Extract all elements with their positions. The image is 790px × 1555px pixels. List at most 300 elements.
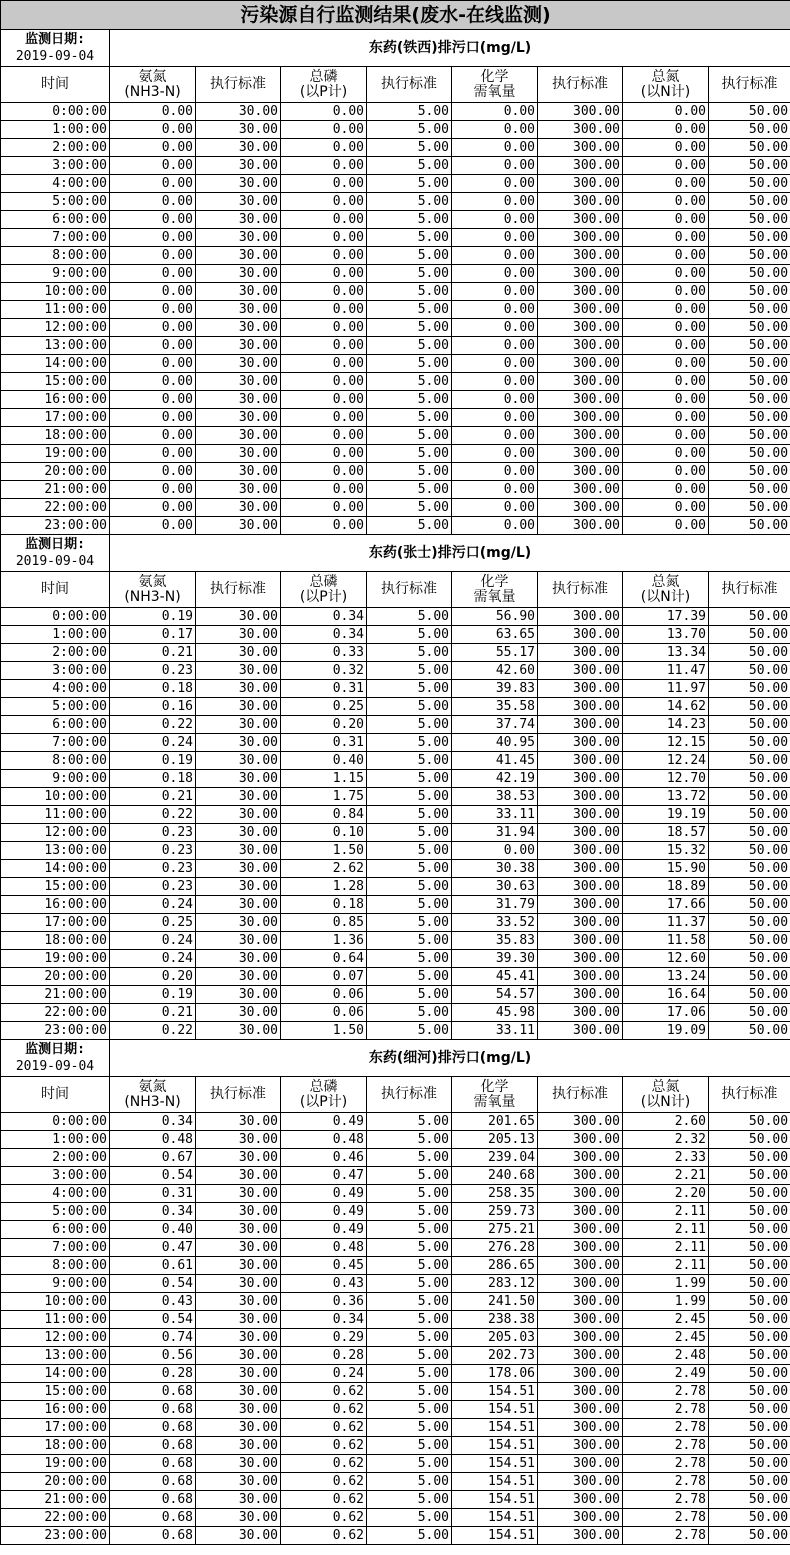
time-cell: 0:00:00 <box>1 608 110 626</box>
value-cell: 42.19 <box>452 770 538 788</box>
value-cell: 30.00 <box>196 1347 281 1365</box>
value-cell: 300.00 <box>538 608 623 626</box>
value-cell: 30.00 <box>196 301 281 319</box>
column-header <box>538 572 623 608</box>
table-row <box>1 734 790 752</box>
value-cell: 50.00 <box>709 770 790 788</box>
column-header-line2: 需氧量 <box>473 83 516 100</box>
column-header <box>110 67 196 103</box>
time-cell: 0:00:00 <box>1 1113 110 1131</box>
value-cell: 0.00 <box>110 265 196 283</box>
value-cell: 5.00 <box>367 680 452 698</box>
value-cell: 50.00 <box>709 1221 790 1239</box>
value-cell: 0.28 <box>110 1365 196 1383</box>
table-row <box>1 247 790 265</box>
value-cell: 0.47 <box>110 1239 196 1257</box>
value-cell: 300.00 <box>538 896 623 914</box>
value-cell: 2.62 <box>281 860 367 878</box>
value-cell: 0.25 <box>281 698 367 716</box>
value-cell: 0.00 <box>452 103 538 121</box>
time-cell: 14:00:00 <box>1 355 110 373</box>
value-cell: 0.68 <box>110 1419 196 1437</box>
value-cell: 0.62 <box>281 1383 367 1401</box>
value-cell: 300.00 <box>538 1455 623 1473</box>
value-cell: 30.00 <box>196 1004 281 1022</box>
value-cell: 300.00 <box>538 1022 623 1040</box>
value-cell: 30.00 <box>196 481 281 499</box>
column-header <box>367 1077 452 1113</box>
value-cell: 0.24 <box>281 1365 367 1383</box>
value-cell: 0.00 <box>110 463 196 481</box>
table-row <box>1 1149 790 1167</box>
value-cell: 30.00 <box>196 1167 281 1185</box>
table-row <box>1 824 790 842</box>
value-cell: 12.15 <box>623 734 709 752</box>
time-cell: 2:00:00 <box>1 139 110 157</box>
value-cell: 0.40 <box>110 1221 196 1239</box>
value-cell: 0.00 <box>623 247 709 265</box>
value-cell: 300.00 <box>538 1311 623 1329</box>
value-cell: 0.00 <box>281 391 367 409</box>
value-cell: 300.00 <box>538 1149 623 1167</box>
value-cell: 39.83 <box>452 680 538 698</box>
time-cell: 23:00:00 <box>1 1022 110 1040</box>
table-row <box>1 1437 790 1455</box>
value-cell: 0.49 <box>281 1113 367 1131</box>
column-header-line1: 执行标准 <box>552 581 608 597</box>
value-cell: 0.22 <box>110 806 196 824</box>
value-cell: 0.62 <box>281 1401 367 1419</box>
value-cell: 0.62 <box>281 1509 367 1527</box>
value-cell: 50.00 <box>709 950 790 968</box>
value-cell: 0.00 <box>452 283 538 301</box>
column-header-line1: 执行标准 <box>721 581 778 597</box>
value-cell: 50.00 <box>709 175 790 193</box>
value-cell: 154.51 <box>452 1455 538 1473</box>
value-cell: 300.00 <box>538 1527 623 1545</box>
column-header <box>110 572 196 608</box>
value-cell: 2.33 <box>623 1149 709 1167</box>
table-row <box>1 175 790 193</box>
value-cell: 50.00 <box>709 626 790 644</box>
value-cell: 154.51 <box>452 1491 538 1509</box>
time-cell: 10:00:00 <box>1 1293 110 1311</box>
value-cell: 0.00 <box>281 247 367 265</box>
value-cell: 30.00 <box>196 896 281 914</box>
value-cell: 14.62 <box>623 698 709 716</box>
value-cell: 33.11 <box>452 806 538 824</box>
table-row <box>1 626 790 644</box>
value-cell: 0.00 <box>452 481 538 499</box>
value-cell: 300.00 <box>538 878 623 896</box>
time-cell: 0:00:00 <box>1 103 110 121</box>
value-cell: 30.00 <box>196 175 281 193</box>
value-cell: 30.00 <box>196 1329 281 1347</box>
value-cell: 11.47 <box>623 662 709 680</box>
value-cell: 30.00 <box>196 1293 281 1311</box>
value-cell: 0.00 <box>452 517 538 535</box>
value-cell: 0.00 <box>623 265 709 283</box>
column-header-line1: 执行标准 <box>552 76 608 92</box>
value-cell: 30.00 <box>196 1022 281 1040</box>
value-cell: 33.52 <box>452 914 538 932</box>
value-cell: 11.37 <box>623 914 709 932</box>
value-cell: 5.00 <box>367 734 452 752</box>
value-cell: 50.00 <box>709 121 790 139</box>
value-cell: 300.00 <box>538 193 623 211</box>
value-cell: 55.17 <box>452 644 538 662</box>
value-cell: 300.00 <box>538 265 623 283</box>
value-cell: 300.00 <box>538 860 623 878</box>
value-cell: 30.63 <box>452 878 538 896</box>
value-cell: 30.00 <box>196 499 281 517</box>
time-cell: 9:00:00 <box>1 1275 110 1293</box>
value-cell: 0.68 <box>110 1509 196 1527</box>
value-cell: 300.00 <box>538 1275 623 1293</box>
value-cell: 154.51 <box>452 1509 538 1527</box>
value-cell: 1.28 <box>281 878 367 896</box>
time-cell: 18:00:00 <box>1 932 110 950</box>
value-cell: 50.00 <box>709 481 790 499</box>
value-cell: 300.00 <box>538 499 623 517</box>
time-cell: 11:00:00 <box>1 1311 110 1329</box>
value-cell: 5.00 <box>367 1473 452 1491</box>
table-row <box>1 463 790 481</box>
table-row <box>1 788 790 806</box>
value-cell: 31.79 <box>452 896 538 914</box>
column-header-line2: (NH3-N) <box>124 83 181 100</box>
time-cell: 18:00:00 <box>1 1437 110 1455</box>
table-row <box>1 481 790 499</box>
value-cell: 0.00 <box>281 337 367 355</box>
column-header-line2: (NH3-N) <box>124 588 181 605</box>
table-row <box>1 1311 790 1329</box>
value-cell: 0.00 <box>281 373 367 391</box>
value-cell: 30.00 <box>196 463 281 481</box>
title-row <box>1 1 790 30</box>
value-cell: 30.00 <box>196 842 281 860</box>
page-title: 污染源自行监测结果(废水-在线监测) <box>1 1 790 30</box>
column-header <box>623 572 709 608</box>
value-cell: 0.74 <box>110 1329 196 1347</box>
value-cell: 13.24 <box>623 968 709 986</box>
value-cell: 50.00 <box>709 1527 790 1545</box>
value-cell: 5.00 <box>367 427 452 445</box>
value-cell: 202.73 <box>452 1347 538 1365</box>
value-cell: 5.00 <box>367 1455 452 1473</box>
value-cell: 5.00 <box>367 1004 452 1022</box>
value-cell: 300.00 <box>538 1257 623 1275</box>
table-row <box>1 193 790 211</box>
value-cell: 15.32 <box>623 842 709 860</box>
value-cell: 0.00 <box>452 355 538 373</box>
value-cell: 0.00 <box>110 481 196 499</box>
time-cell: 15:00:00 <box>1 1383 110 1401</box>
value-cell: 0.00 <box>110 121 196 139</box>
value-cell: 286.65 <box>452 1257 538 1275</box>
value-cell: 50.00 <box>709 1185 790 1203</box>
value-cell: 300.00 <box>538 373 623 391</box>
value-cell: 50.00 <box>709 1022 790 1040</box>
value-cell: 0.29 <box>281 1329 367 1347</box>
date-label: 监测日期: <box>25 32 85 47</box>
value-cell: 5.00 <box>367 698 452 716</box>
column-header-line1: 执行标准 <box>381 581 437 597</box>
value-cell: 0.23 <box>110 662 196 680</box>
time-cell: 15:00:00 <box>1 878 110 896</box>
time-cell: 17:00:00 <box>1 1419 110 1437</box>
value-cell: 2.11 <box>623 1203 709 1221</box>
value-cell: 0.68 <box>110 1473 196 1491</box>
table-row <box>1 698 790 716</box>
value-cell: 50.00 <box>709 878 790 896</box>
table-row <box>1 1401 790 1419</box>
column-header-line2: (以P计) <box>299 588 348 605</box>
value-cell: 0.31 <box>110 1185 196 1203</box>
value-cell: 1.36 <box>281 932 367 950</box>
value-cell: 0.48 <box>281 1131 367 1149</box>
value-cell: 30.00 <box>196 806 281 824</box>
value-cell: 0.62 <box>281 1455 367 1473</box>
value-cell: 0.47 <box>281 1167 367 1185</box>
value-cell: 241.50 <box>452 1293 538 1311</box>
time-cell: 16:00:00 <box>1 391 110 409</box>
value-cell: 0.67 <box>110 1149 196 1167</box>
value-cell: 5.00 <box>367 121 452 139</box>
value-cell: 2.11 <box>623 1221 709 1239</box>
value-cell: 50.00 <box>709 680 790 698</box>
value-cell: 30.00 <box>196 1131 281 1149</box>
table-row <box>1 1113 790 1131</box>
value-cell: 30.00 <box>196 1113 281 1131</box>
value-cell: 0.19 <box>110 986 196 1004</box>
value-cell: 11.97 <box>623 680 709 698</box>
value-cell: 300.00 <box>538 211 623 229</box>
value-cell: 50.00 <box>709 1203 790 1221</box>
value-cell: 5.00 <box>367 229 452 247</box>
value-cell: 2.78 <box>623 1419 709 1437</box>
value-cell: 30.00 <box>196 950 281 968</box>
column-header <box>1 572 110 608</box>
table-row <box>1 1275 790 1293</box>
value-cell: 50.00 <box>709 986 790 1004</box>
value-cell: 50.00 <box>709 1167 790 1185</box>
value-cell: 0.00 <box>452 211 538 229</box>
value-cell: 30.00 <box>196 1401 281 1419</box>
value-cell: 0.36 <box>281 1293 367 1311</box>
value-cell: 17.39 <box>623 608 709 626</box>
value-cell: 14.23 <box>623 716 709 734</box>
table-row <box>1 932 790 950</box>
value-cell: 0.00 <box>623 283 709 301</box>
column-header <box>538 67 623 103</box>
value-cell: 0.40 <box>281 752 367 770</box>
value-cell: 0.06 <box>281 986 367 1004</box>
value-cell: 0.00 <box>623 139 709 157</box>
column-header <box>1 1077 110 1113</box>
value-cell: 0.00 <box>281 481 367 499</box>
value-cell: 30.00 <box>196 445 281 463</box>
value-cell: 0.00 <box>110 445 196 463</box>
value-cell: 0.00 <box>110 391 196 409</box>
value-cell: 0.22 <box>110 716 196 734</box>
value-cell: 5.00 <box>367 499 452 517</box>
value-cell: 300.00 <box>538 283 623 301</box>
monitoring-date <box>1 1040 110 1077</box>
table-row <box>1 1527 790 1545</box>
value-cell: 0.00 <box>452 247 538 265</box>
value-cell: 5.00 <box>367 896 452 914</box>
value-cell: 50.00 <box>709 734 790 752</box>
table-row <box>1 1509 790 1527</box>
value-cell: 0.00 <box>623 229 709 247</box>
value-cell: 300.00 <box>538 734 623 752</box>
value-cell: 0.00 <box>281 301 367 319</box>
value-cell: 30.00 <box>196 121 281 139</box>
value-cell: 300.00 <box>538 1221 623 1239</box>
value-cell: 50.00 <box>709 1113 790 1131</box>
value-cell: 5.00 <box>367 1022 452 1040</box>
table-row <box>1 842 790 860</box>
value-cell: 0.62 <box>281 1437 367 1455</box>
value-cell: 2.78 <box>623 1401 709 1419</box>
value-cell: 0.28 <box>281 1347 367 1365</box>
value-cell: 0.48 <box>281 1239 367 1257</box>
value-cell: 2.45 <box>623 1329 709 1347</box>
value-cell: 37.74 <box>452 716 538 734</box>
column-header-line1: 化学 <box>480 68 509 85</box>
value-cell: 50.00 <box>709 932 790 950</box>
table-row <box>1 896 790 914</box>
time-cell: 20:00:00 <box>1 463 110 481</box>
column-header-line1: 总磷 <box>309 573 338 590</box>
value-cell: 30.00 <box>196 626 281 644</box>
value-cell: 300.00 <box>538 247 623 265</box>
value-cell: 240.68 <box>452 1167 538 1185</box>
time-cell: 16:00:00 <box>1 1401 110 1419</box>
value-cell: 30.00 <box>196 1149 281 1167</box>
time-cell: 21:00:00 <box>1 1491 110 1509</box>
value-cell: 0.00 <box>623 157 709 175</box>
value-cell: 300.00 <box>538 914 623 932</box>
value-cell: 0.20 <box>110 968 196 986</box>
time-cell: 13:00:00 <box>1 842 110 860</box>
value-cell: 54.57 <box>452 986 538 1004</box>
table-row <box>1 1419 790 1437</box>
column-header <box>623 1077 709 1113</box>
value-cell: 30.00 <box>196 734 281 752</box>
value-cell: 154.51 <box>452 1527 538 1545</box>
outlet-name: 东药(张士)排污口(mg/L) <box>110 535 790 572</box>
time-cell: 12:00:00 <box>1 319 110 337</box>
table-row <box>1 1239 790 1257</box>
value-cell: 0.00 <box>281 319 367 337</box>
value-cell: 300.00 <box>538 1401 623 1419</box>
table-row <box>1 139 790 157</box>
value-cell: 276.28 <box>452 1239 538 1257</box>
value-cell: 0.00 <box>452 301 538 319</box>
column-header <box>1 67 110 103</box>
column-header <box>709 572 790 608</box>
value-cell: 0.00 <box>452 121 538 139</box>
value-cell: 30.00 <box>196 265 281 283</box>
value-cell: 30.00 <box>196 427 281 445</box>
date-label: 监测日期: <box>25 1042 85 1057</box>
column-header-line1: 化学 <box>480 573 509 590</box>
value-cell: 300.00 <box>538 103 623 121</box>
time-cell: 19:00:00 <box>1 445 110 463</box>
value-cell: 238.38 <box>452 1311 538 1329</box>
value-cell: 0.00 <box>110 157 196 175</box>
value-cell: 50.00 <box>709 752 790 770</box>
value-cell: 5.00 <box>367 409 452 427</box>
value-cell: 33.11 <box>452 1022 538 1040</box>
value-cell: 50.00 <box>709 788 790 806</box>
column-header-line1: 氨氮 <box>138 1078 167 1095</box>
table-row <box>1 265 790 283</box>
value-cell: 300.00 <box>538 1329 623 1347</box>
value-cell: 17.06 <box>623 1004 709 1022</box>
value-cell: 18.57 <box>623 824 709 842</box>
value-cell: 50.00 <box>709 211 790 229</box>
value-cell: 30.00 <box>196 770 281 788</box>
value-cell: 16.64 <box>623 986 709 1004</box>
value-cell: 0.00 <box>281 229 367 247</box>
value-cell: 30.00 <box>196 968 281 986</box>
value-cell: 5.00 <box>367 175 452 193</box>
time-cell: 3:00:00 <box>1 157 110 175</box>
value-cell: 300.00 <box>538 1365 623 1383</box>
value-cell: 1.75 <box>281 788 367 806</box>
value-cell: 300.00 <box>538 445 623 463</box>
value-cell: 50.00 <box>709 463 790 481</box>
value-cell: 300.00 <box>538 986 623 1004</box>
value-cell: 5.00 <box>367 1437 452 1455</box>
time-cell: 4:00:00 <box>1 175 110 193</box>
value-cell: 30.00 <box>196 986 281 1004</box>
value-cell: 2.21 <box>623 1167 709 1185</box>
value-cell: 5.00 <box>367 1383 452 1401</box>
value-cell: 30.00 <box>196 788 281 806</box>
column-header <box>452 67 538 103</box>
value-cell: 56.90 <box>452 608 538 626</box>
table-row <box>1 806 790 824</box>
column-header-line1: 时间 <box>41 76 69 92</box>
value-cell: 5.00 <box>367 914 452 932</box>
value-cell: 0.00 <box>452 265 538 283</box>
value-cell: 5.00 <box>367 644 452 662</box>
value-cell: 300.00 <box>538 1131 623 1149</box>
value-cell: 205.13 <box>452 1131 538 1149</box>
value-cell: 0.34 <box>281 608 367 626</box>
value-cell: 50.00 <box>709 824 790 842</box>
time-cell: 3:00:00 <box>1 1167 110 1185</box>
value-cell: 0.23 <box>110 878 196 896</box>
value-cell: 50.00 <box>709 698 790 716</box>
value-cell: 300.00 <box>538 1004 623 1022</box>
value-cell: 2.11 <box>623 1257 709 1275</box>
time-cell: 6:00:00 <box>1 716 110 734</box>
value-cell: 50.00 <box>709 499 790 517</box>
column-header-line1: 总氮 <box>651 1078 680 1095</box>
value-cell: 41.45 <box>452 752 538 770</box>
value-cell: 30.00 <box>196 157 281 175</box>
value-cell: 0.00 <box>281 193 367 211</box>
value-cell: 50.00 <box>709 103 790 121</box>
column-header-line1: 执行标准 <box>381 1086 437 1102</box>
value-cell: 2.78 <box>623 1455 709 1473</box>
value-cell: 300.00 <box>538 229 623 247</box>
